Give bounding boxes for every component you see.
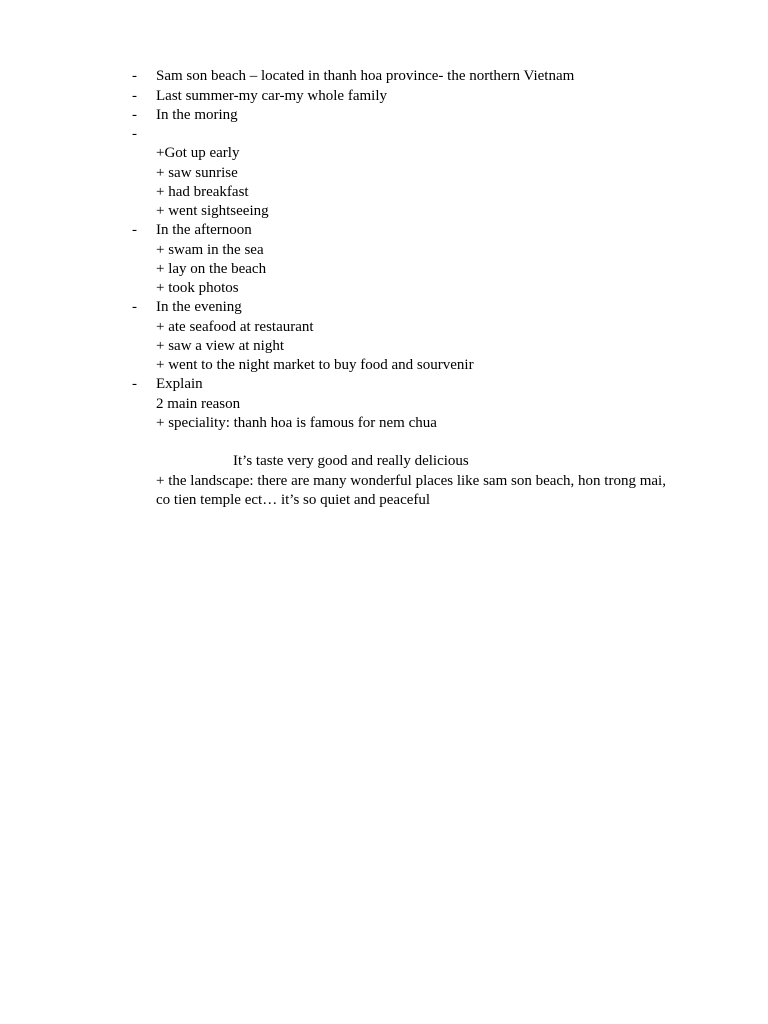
afternoon-heading: In the afternoon: [156, 222, 252, 238]
evening-heading: In the evening: [156, 299, 242, 315]
morning-heading: In the moring: [156, 107, 238, 123]
reason-count-line: 2 main reason: [156, 396, 241, 412]
morning-item: +Got up early: [156, 145, 240, 161]
list-bullet: -: [132, 222, 137, 238]
afternoon-item: + swam in the sea: [156, 242, 264, 258]
landscape-line: + the landscape: there are many wonderful places like sam son beach, hon trong mai,: [156, 473, 666, 489]
taste-line: It’s taste very good and really delicious: [233, 453, 469, 469]
location-line: Sam son beach – located in thanh hoa province- the northern Vietnam: [156, 68, 575, 84]
evening-item: + saw a view at night: [156, 338, 285, 354]
list-bullet: -: [132, 107, 137, 123]
list-bullet: -: [132, 299, 137, 315]
list-bullet: -: [132, 126, 137, 142]
evening-item: + ate seafood at restaurant: [156, 319, 314, 335]
morning-item: + saw sunrise: [156, 165, 238, 181]
morning-item: + had breakfast: [156, 184, 249, 200]
landscape-line-continued: co tien temple ect… it’s so quiet and peaceful: [156, 492, 431, 508]
explain-heading: Explain: [156, 376, 203, 392]
evening-item: + went to the night market to buy food and sourvenir: [156, 357, 474, 373]
list-bullet: -: [132, 376, 137, 392]
afternoon-item: + took photos: [156, 280, 239, 296]
list-bullet: -: [132, 68, 137, 84]
afternoon-item: + lay on the beach: [156, 261, 267, 277]
speciality-line: + speciality: thanh hoa is famous for nem chua: [156, 415, 437, 431]
time-line: Last summer-my car-my whole family: [156, 88, 387, 104]
morning-item: + went sightseeing: [156, 203, 269, 219]
list-bullet: -: [132, 88, 137, 104]
